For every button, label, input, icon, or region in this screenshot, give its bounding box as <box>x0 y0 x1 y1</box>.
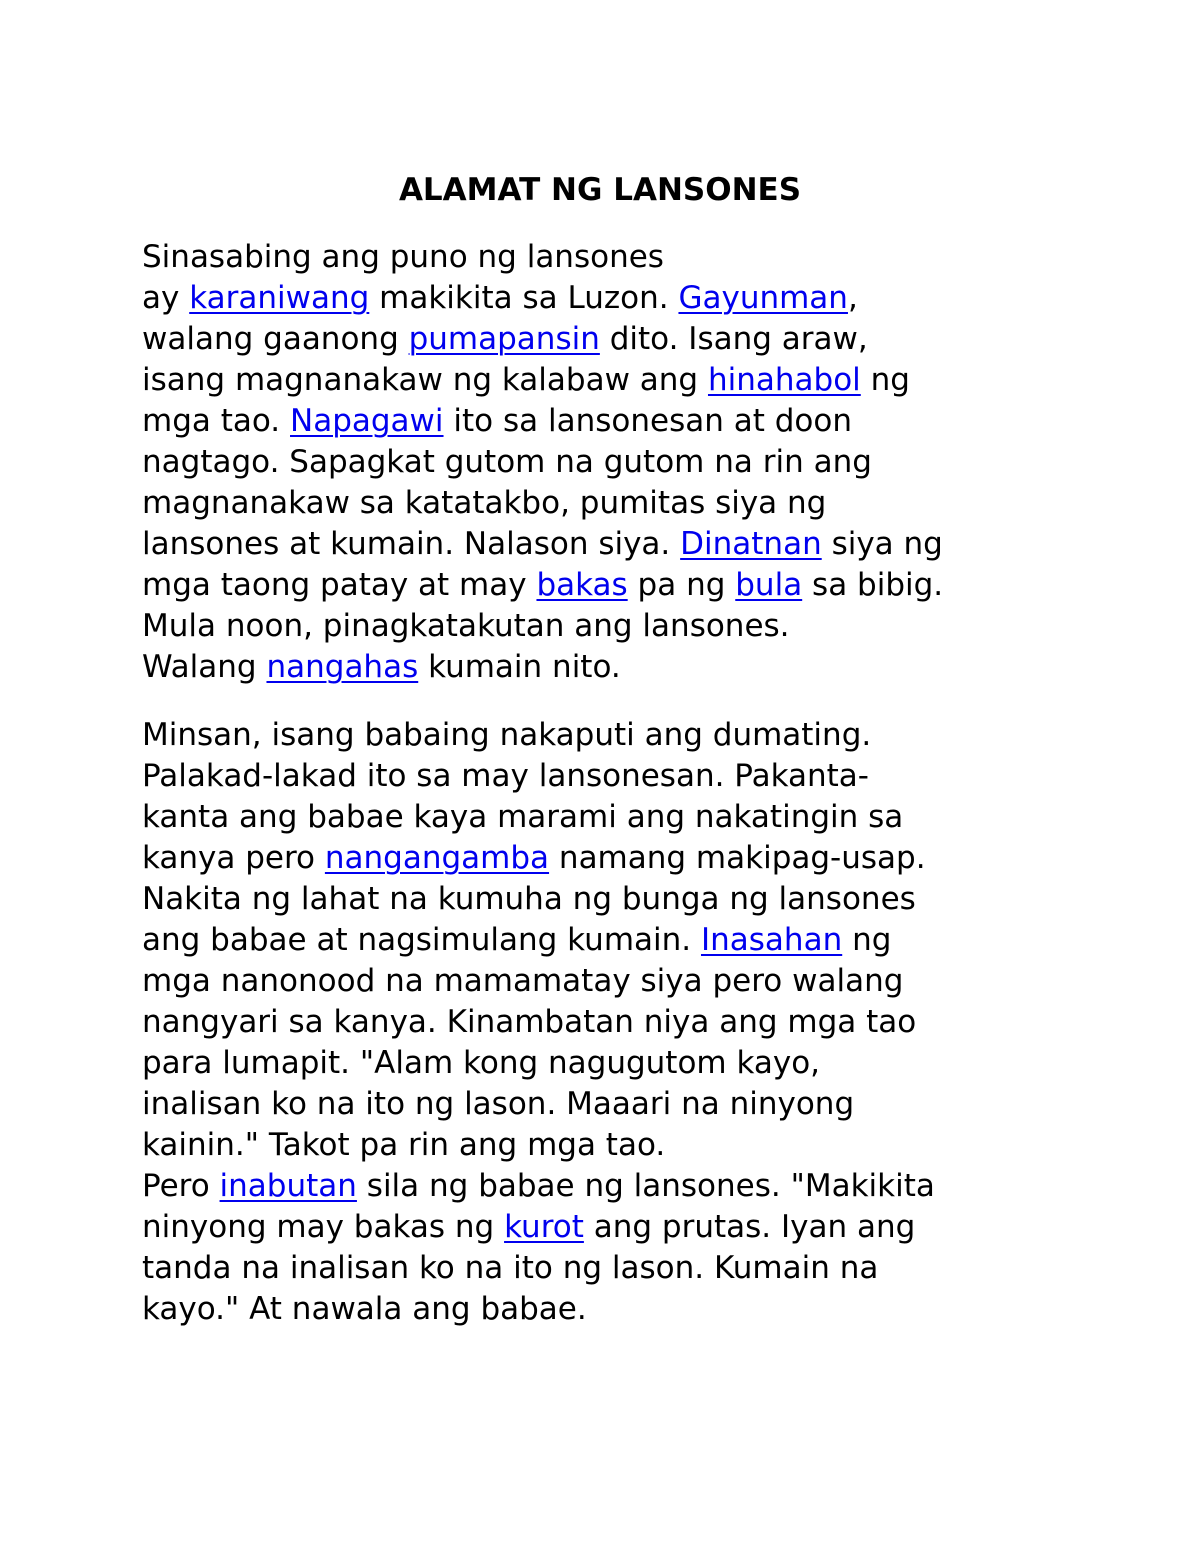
text-segment: kanta ang babae kaya marami ang nakatingin sa <box>142 799 904 835</box>
text-segment: walang gaanong <box>142 321 409 357</box>
text-segment: para lumapit. "Alam kong nagugutom kayo, <box>142 1045 821 1081</box>
glossary-link[interactable]: Gayunman <box>678 280 848 316</box>
text-segment: magnanakaw sa katatakbo, pumitas siya ng <box>142 485 827 521</box>
text-segment: kainin." Takot pa rin ang mga tao. <box>142 1127 666 1163</box>
text-line <box>142 401 1102 442</box>
text-segment: ng <box>842 922 892 958</box>
text-segment: Walang <box>142 649 267 685</box>
text-segment: Pero <box>142 1168 220 1204</box>
text-segment: Minsan, isang babaing nakaputi ang dumating. <box>142 717 872 753</box>
glossary-link[interactable]: inabutan <box>219 1168 357 1204</box>
paragraph-gap <box>142 688 1102 715</box>
text-segment: Mula noon, pinagkatakutan ang lansones. <box>142 608 790 644</box>
text-segment: nangyari sa kanya. Kinambatan niya ang mga tao <box>142 1004 917 1040</box>
text-line <box>142 647 1102 688</box>
text-line <box>142 715 1102 756</box>
text-line <box>142 1289 1102 1330</box>
text-segment: tanda na inalisan ko na ito ng lason. Kumain na <box>142 1250 879 1286</box>
paragraph <box>142 715 1102 1330</box>
text-line <box>142 756 1102 797</box>
text-segment: kanya pero <box>142 840 325 876</box>
glossary-link[interactable]: nangahas <box>266 649 419 685</box>
text-line <box>142 879 1102 920</box>
document-body <box>142 237 1102 1330</box>
text-segment: namang makipag-usap. <box>549 840 926 876</box>
text-line <box>142 1084 1102 1125</box>
glossary-link[interactable]: Napagawi <box>290 403 444 439</box>
glossary-link[interactable]: bula <box>735 567 803 603</box>
text-line <box>142 565 1102 606</box>
text-line <box>142 1248 1102 1289</box>
glossary-link[interactable]: Dinatnan <box>680 526 822 562</box>
glossary-link[interactable]: Inasahan <box>700 922 843 958</box>
text-segment: sa bibig. <box>802 567 944 603</box>
glossary-link[interactable]: nangangamba <box>324 840 550 876</box>
text-line <box>142 1207 1102 1248</box>
glossary-link[interactable]: hinahabol <box>707 362 861 398</box>
text-segment: makikita sa Luzon. <box>369 280 679 316</box>
text-segment: Nakita ng lahat na kumuha ng bunga ng lansones <box>142 881 916 917</box>
text-segment: Palakad-lakad ito sa may lansonesan. Pakanta- <box>142 758 869 794</box>
text-line <box>142 1002 1102 1043</box>
text-line <box>142 797 1102 838</box>
text-segment: nagtago. Sapagkat gutom na gutom na rin ang <box>142 444 872 480</box>
text-segment: Sinasabing ang puno ng lansones <box>142 239 664 275</box>
text-line <box>142 360 1102 401</box>
text-line <box>142 278 1102 319</box>
text-segment: mga taong patay at may <box>142 567 537 603</box>
text-segment: isang magnanakaw ng kalabaw ang <box>142 362 708 398</box>
text-line <box>142 961 1102 1002</box>
text-line <box>142 1043 1102 1084</box>
text-segment: mga nanonood na mamamatay siya pero walang <box>142 963 904 999</box>
text-segment: kayo." At nawala ang babae. <box>142 1291 587 1327</box>
text-segment: siya ng <box>821 526 943 562</box>
glossary-link[interactable]: pumapansin <box>408 321 600 357</box>
text-segment: inalisan ko na ito ng lason. Maaari na ninyong <box>142 1086 855 1122</box>
text-line <box>142 524 1102 565</box>
glossary-link[interactable]: bakas <box>536 567 628 603</box>
text-segment: ito sa lansonesan at doon <box>443 403 852 439</box>
text-line <box>142 237 1102 278</box>
glossary-link[interactable]: kurot <box>504 1209 584 1245</box>
text-line <box>142 483 1102 524</box>
text-line <box>142 838 1102 879</box>
text-segment: dito. Isang araw, <box>599 321 868 357</box>
text-segment: lansones at kumain. Nalason siya. <box>142 526 681 562</box>
document-title: ALAMAT NG LANSONES <box>398 172 802 208</box>
text-segment: kumain nito. <box>418 649 621 685</box>
text-segment: pa ng <box>627 567 736 603</box>
text-line <box>142 1166 1102 1207</box>
text-segment: sila ng babae ng lansones. "Makikita <box>356 1168 935 1204</box>
text-line <box>142 319 1102 360</box>
text-line <box>142 442 1102 483</box>
text-segment: ng <box>860 362 910 398</box>
text-line <box>142 920 1102 961</box>
text-segment: , <box>847 280 858 316</box>
text-segment: ang babae at nagsimulang kumain. <box>142 922 701 958</box>
text-line <box>142 1125 1102 1166</box>
text-line <box>142 606 1102 647</box>
text-segment: ang prutas. Iyan ang <box>583 1209 916 1245</box>
text-segment: mga tao. <box>142 403 291 439</box>
text-segment: ay <box>142 280 190 316</box>
paragraph <box>142 237 1102 688</box>
glossary-link[interactable]: karaniwang <box>189 280 370 316</box>
text-segment: ninyong may bakas ng <box>142 1209 505 1245</box>
